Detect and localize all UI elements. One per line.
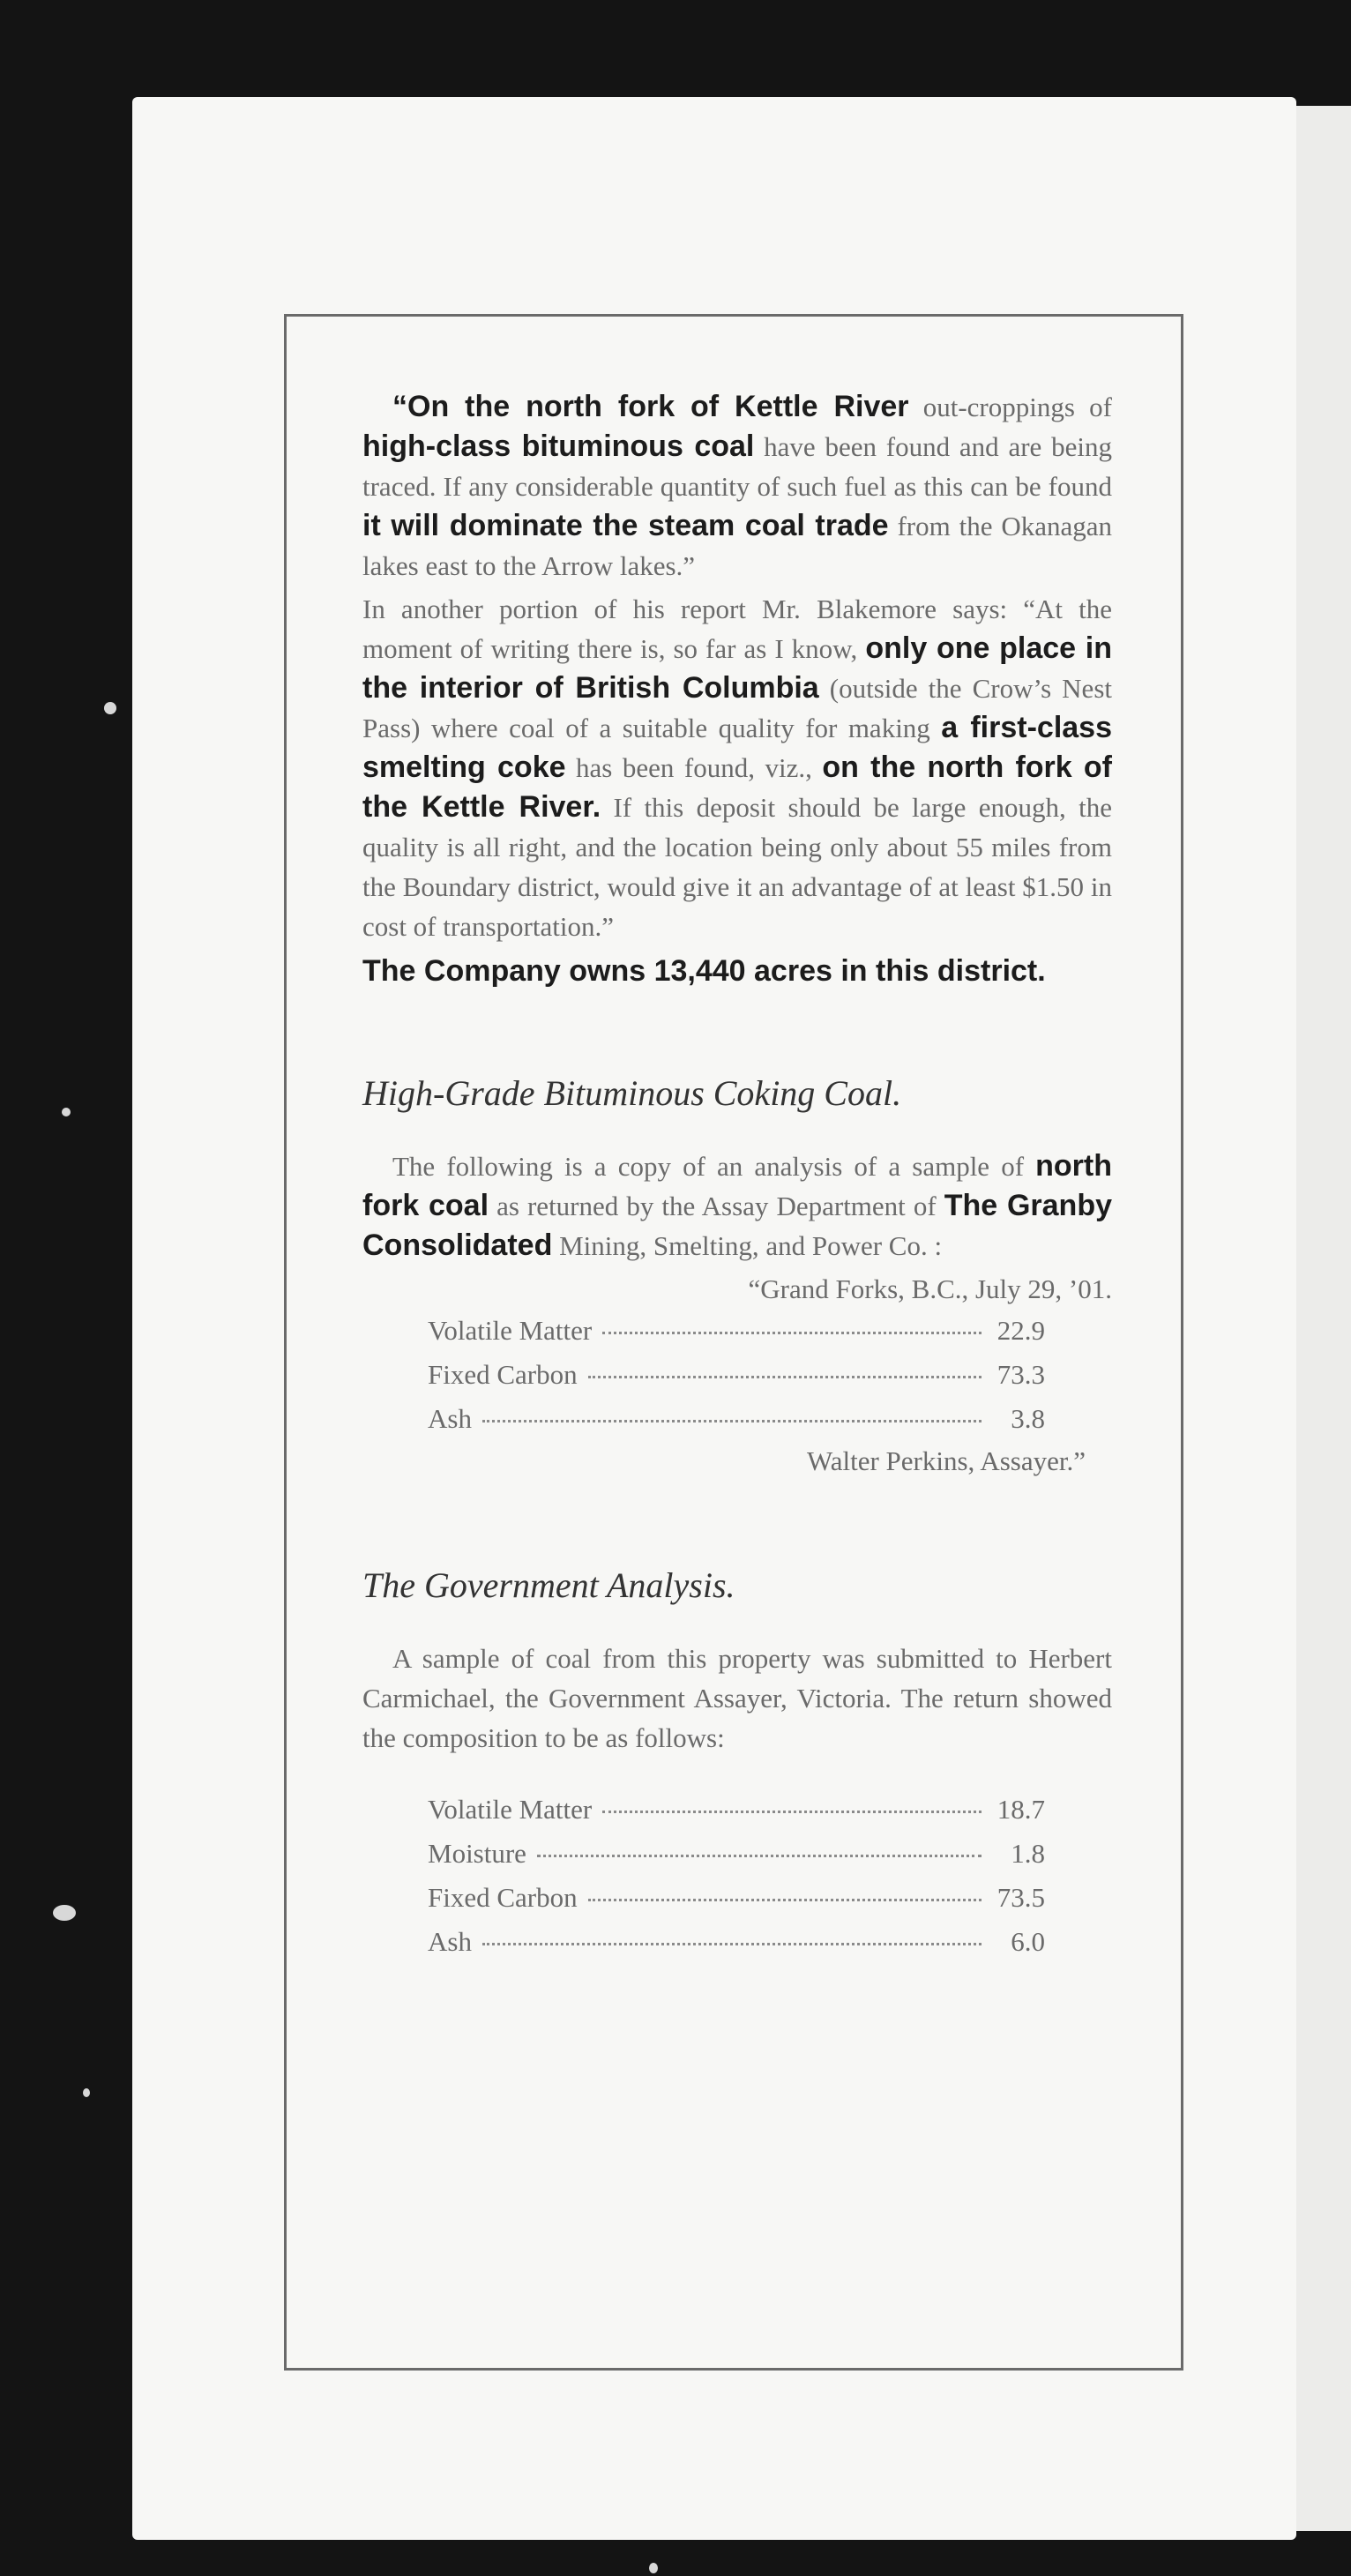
body-text: has been found, viz., [565,752,823,783]
table-row: Ash 3.8 [428,1403,1045,1434]
section-heading-government-analysis: The Government Analysis. [362,1565,735,1605]
body-text: (outside the Crow’s Nest Pass) where coal of a suitable quality for making [362,673,1112,743]
body-text: have been found and are being traced. If any considerable quantity of such fuel as this can be found [362,431,1112,502]
text-content [362,387,1112,1964]
report-paragraph [362,589,1112,946]
table-row: Volatile Matter 18.7 [428,1794,1045,1825]
emphasis-text: The Granby Consolidated [362,1189,1112,1262]
scan-speck [62,1108,71,1116]
emphasis-text: “On the north fork of Kettle River [392,390,909,423]
table-row: Fixed Carbon 73.3 [428,1359,1045,1390]
assay-intro-paragraph [362,1146,1112,1266]
emphasis-text: it will dominate the steam coal trade [362,509,889,542]
assay-date-line: “Grand Forks, B.C., July 29, ’01. [748,1273,1112,1304]
emphasis-text: a first-class smelting coke [362,711,1112,784]
quote-paragraph [362,387,1112,586]
scan-speck [649,2563,658,2573]
scan-speck [53,1905,76,1921]
emphasis-text: high-class bituminous coal [362,429,755,463]
emphasis-text: north fork coal [362,1149,1112,1222]
body-text: The following is a copy of an analysis of a sample of [392,1151,1036,1182]
section-heading-coking-coal: High-Grade Bituminous Coking Coal. [362,1073,902,1113]
page-edge [1296,106,1351,2531]
table-row: Fixed Carbon 73.5 [428,1882,1045,1913]
government-intro-paragraph: A sample of coal from this property was submitted to Herbert Carmichael, the Government Assayer, Victoria. The return showed the composition to be as follows: [362,1643,1112,1753]
table-row: Ash 6.0 [428,1926,1045,1957]
document-page [132,97,1296,2540]
assayer-signature: Walter Perkins, Assayer.” [806,1445,1086,1476]
emphasis-text: only one place in the interior of British Columbia [362,631,1113,705]
body-text: out-croppings of [908,392,1112,422]
body-text: In another portion of his report Mr. Blakemore says: “At the moment of writing there is, so far as I know, [362,594,1112,664]
body-text: If this deposit should be large enough, the quality is all right, and the location being only about 55 miles from the Boundary district, would give it an advantage of at least $1.50 in cost of transportation.” [362,792,1112,942]
government-table [428,1788,1045,1964]
text-frame [284,314,1183,2371]
scan-speck [83,2088,90,2097]
body-text: from the Okanagan lakes east to the Arrow lakes.” [362,511,1113,581]
emphasis-text: on the north fork of the Kettle River. [362,750,1112,824]
body-text: Mining, Smelting, and Power Co. : [552,1230,943,1261]
scan-speck [104,702,116,714]
assay-table [428,1309,1045,1441]
table-row: Volatile Matter 22.9 [428,1315,1045,1346]
body-text: as returned by the Assay Department of [489,1191,944,1221]
acreage-statement: The Company owns 13,440 acres in this district. [362,954,1046,988]
table-row: Moisture 1.8 [428,1838,1045,1869]
